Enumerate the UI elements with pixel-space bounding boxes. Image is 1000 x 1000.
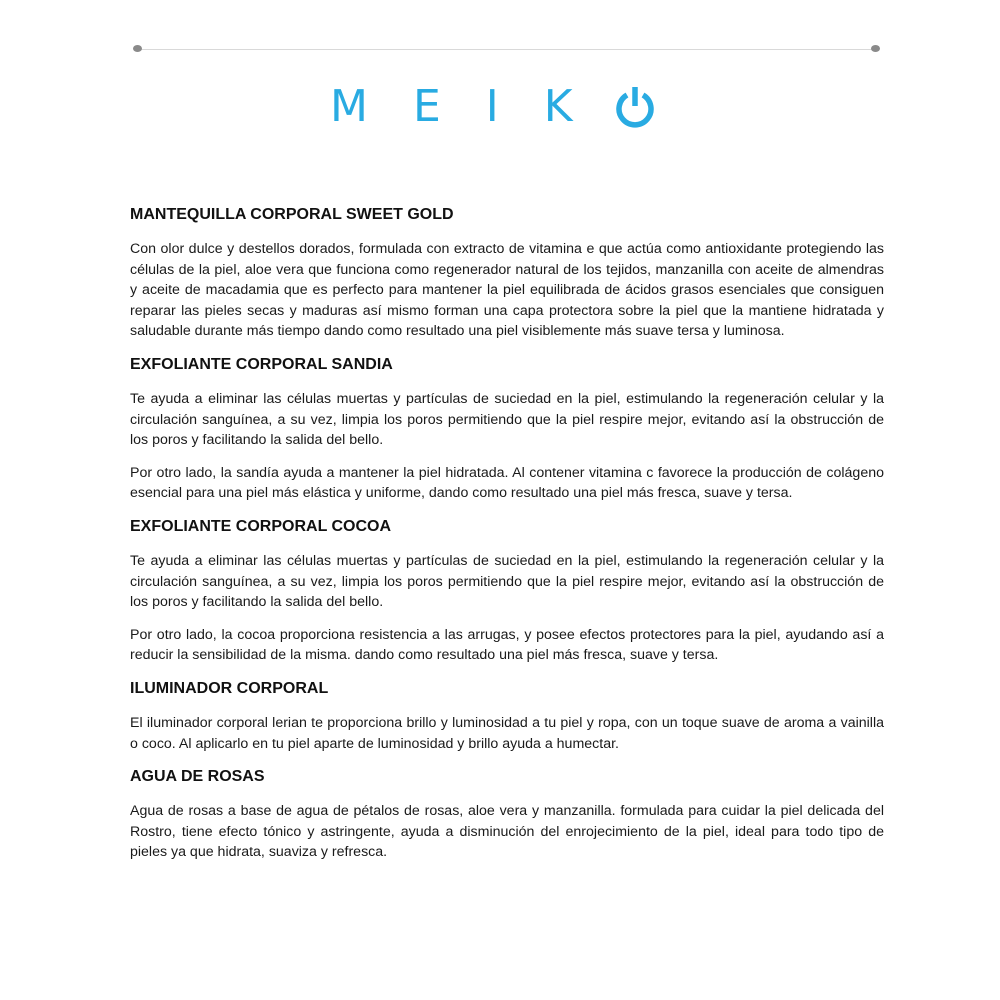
- section-title: EXFOLIANTE CORPORAL COCOA: [130, 517, 392, 535]
- paragraph: Por otro lado, la sandía ayuda a mantener la piel hidratada. Al contener vitamina c favorece la producción de colágeno esencial para una piel más elástica y uniforme, dando como resultado una piel más fresca, suave y tersa.: [130, 464, 884, 502]
- header-rule-left-dot: [133, 45, 142, 52]
- section-title: EXFOLIANTE CORPORAL SANDIA: [130, 355, 393, 373]
- section-title: AGUA DE ROSAS: [130, 768, 265, 786]
- section-exfoliante-sandia: [130, 354, 884, 504]
- brand-logo: [330, 81, 690, 132]
- header-rule-right-dot: [871, 45, 880, 52]
- document-body: [130, 204, 884, 875]
- paragraph: Te ayuda a eliminar las células muertas y partículas de suciedad en la piel, estimulando la regeneración celular y la circulación sanguínea, a su vez, limpia los poros permitiendo que la piel respire mejor, evitando así la obstrucción de los poros y facilitando la salida del bello.: [130, 552, 884, 611]
- paragraph: Agua de rosas a base de agua de pétalos de rosas, aloe vera y manzanilla. formulada para cuidar la piel delicada del Rostro, tiene efecto tónico y astringente, ayuda a disminución del enrojecimiento de la piel, ideal para todo tipo de pieles ya que hidrata, suaviza y refresca.: [130, 803, 884, 861]
- logo-text: MEIK: [330, 81, 618, 132]
- paragraph: Te ayuda a eliminar las células muertas y partículas de suciedad en la piel, estimulando la regeneración celular y la circulación sanguínea, a su vez, limpia los poros permitiendo que la piel respire mejor, evitando así la obstrucción de los poros y facilitando la salida del bello.: [130, 390, 884, 449]
- paragraph: Por otro lado, la cocoa proporciona resistencia a las arrugas, y posee efectos protectores para la piel, ayudando así a reducir la sensibilidad de la misma. dando como resultado una piel más fresca, suave y tersa.: [130, 626, 884, 664]
- section-mantequilla: [130, 204, 884, 342]
- section-iluminador: [130, 678, 884, 754]
- paragraph: El iluminador corporal lerian te proporciona brillo y luminosidad a tu piel y ropa, con un toque suave de aroma a vainilla o coco. Al aplicarlo en tu piel aparte de luminosidad y brillo ayuda a humectar.: [130, 714, 884, 752]
- section-agua-rosas: [130, 766, 884, 863]
- section-exfoliante-cocoa: [130, 516, 884, 666]
- section-title: ILUMINADOR CORPORAL: [130, 679, 329, 697]
- power-icon: [612, 86, 658, 128]
- section-title: MANTEQUILLA CORPORAL SWEET GOLD: [130, 206, 454, 223]
- header-rule: [138, 49, 876, 50]
- paragraph: Con olor dulce y destellos dorados, formulada con extracto de vitamina e que actúa como antioxidante protegiendo las células de la piel, aloe vera que funciona como regenerador natural de los tejidos, manzanilla con aceite de almendras y aceite de macadamia que es perfecto para mantener la piel equilibrada de ácidos grasos esenciales que consiguen reparar las pieles secas y maduras así mismo forman una capa protectora sobre la piel que la mantiene hidratada y saludable durante más tiempo dando como resultado una piel visiblemente más suave tersa y luminosa.: [130, 241, 884, 340]
